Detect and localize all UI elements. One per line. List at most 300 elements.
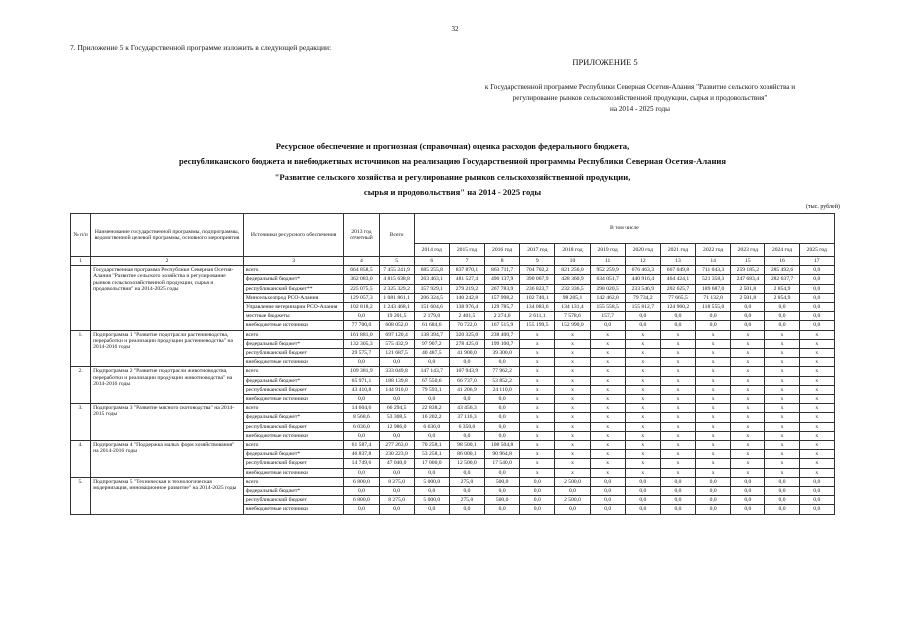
amount-cell: 0,0 [696,321,731,330]
amount-cell: 0,0 [449,431,484,440]
amount-cell: 0,0 [379,395,414,404]
amount-cell: 5 000,0 [414,477,449,486]
row-index: 4. [71,441,91,478]
amount-cell: x [696,431,731,440]
amount-cell: 0,0 [379,431,414,440]
amount-cell: 161 881,0 [344,330,379,339]
amount-cell: x [590,441,625,450]
amount-cell: x [696,367,731,376]
amount-cell: x [731,395,765,404]
amount-cell: 118 555,0 [696,303,731,312]
amount-cell: x [696,385,731,394]
amount-cell: 7 455 241,9 [379,266,414,275]
amount-cell: 2 854,9 [765,284,799,293]
amount-cell: 697 120,4 [379,330,414,339]
amount-cell: 0,0 [449,468,484,477]
page-number: 32 [451,25,459,33]
amount-cell: 40 487,5 [414,349,449,358]
amount-cell: 97 907,2 [414,339,449,348]
amount-cell: 107 943,9 [449,367,484,376]
amount-cell: 41 206,9 [449,385,484,394]
amount-cell: 837 870,1 [449,266,484,275]
amount-cell: 0,0 [731,303,765,312]
amount-cell: 124 960,2 [660,303,695,312]
amount-cell: 0,0 [765,303,799,312]
amount-cell: 138 976,4 [449,303,484,312]
amount-cell: 8 568,6 [344,413,379,422]
amount-cell: 0,0 [799,505,834,514]
amount-cell: x [625,358,660,367]
header-total: Всего [379,214,414,257]
amount-cell: x [731,349,765,358]
amount-cell: 0,0 [660,487,695,496]
amount-cell: x [625,330,660,339]
amount-cell: 0,0 [765,321,799,330]
amount-cell: x [660,422,695,431]
amount-cell: x [799,349,834,358]
amount-cell: x [765,367,799,376]
amount-cell: 0,0 [449,395,484,404]
amount-cell: x [590,459,625,468]
amount-cell: 0,0 [379,468,414,477]
amount-cell: 0,0 [660,505,695,514]
amount-cell: x [625,395,660,404]
amount-cell: 232 336,5 [555,284,590,293]
row-index: 5. [71,477,91,514]
amount-cell: 6 636,0 [414,422,449,431]
amount-cell: 0,0 [799,487,834,496]
header-num: № п/п [71,214,91,257]
amount-cell: x [696,330,731,339]
column-number-row [71,257,835,266]
amount-cell: 0,0 [414,468,449,477]
funding-source: республиканский бюджет [243,496,344,505]
amount-cell: x [660,385,695,394]
amount-cell: 247 683,4 [731,275,765,284]
table-header [71,214,835,257]
amount-cell: 320 325,0 [449,330,484,339]
amount-cell: x [696,404,731,413]
amount-cell: 2 500,0 [555,477,590,486]
amount-cell: 155 812,7 [625,303,660,312]
amount-cell: 0,0 [799,266,834,275]
amount-cell: 17 000,0 [414,459,449,468]
amount-cell: 0,0 [414,358,449,367]
header-year: 2017 год [520,244,555,257]
amount-cell: 230 223,0 [379,450,414,459]
amount-cell: x [799,459,834,468]
column-number: 7 [449,257,484,266]
funding-source: республиканский бюджет [243,422,344,431]
amount-cell: 0,0 [625,496,660,505]
amount-cell: x [625,404,660,413]
amount-cell: 144 910,0 [379,385,414,394]
amount-cell: 0,0 [449,358,484,367]
column-number: 5 [379,257,414,266]
table-row [71,404,835,413]
amount-cell: x [765,450,799,459]
amount-cell: 4 815 638,8 [379,275,414,284]
amount-cell: x [799,385,834,394]
amount-cell: x [765,441,799,450]
amount-cell: 1 081 861,1 [379,293,414,302]
amount-cell: 206 324,5 [414,293,449,302]
amount-cell: 575 432,9 [379,339,414,348]
amount-cell: 0,0 [731,477,765,486]
amount-cell: x [731,330,765,339]
amount-cell: 0,0 [379,487,414,496]
amount-cell: 29 575,7 [344,349,379,358]
amount-cell: x [555,367,590,376]
funding-source: внебюджетные источники [243,358,344,367]
amount-cell: x [625,450,660,459]
amount-cell: 8 275,0 [379,496,414,505]
amount-cell: x [765,395,799,404]
amount-cell: 279 219,2 [449,284,484,293]
amount-cell: x [660,376,695,385]
amount-cell: 14 604,6 [344,404,379,413]
amount-cell: x [731,367,765,376]
amount-cell: 0,0 [696,505,731,514]
amount-cell: x [731,339,765,348]
amount-cell: 0,0 [799,496,834,505]
amount-cell: 0,0 [660,321,695,330]
amount-cell: x [799,339,834,348]
amount-cell: 147 143,7 [414,367,449,376]
header-year: 2025 год [799,244,834,257]
amount-cell: 685 255,8 [414,266,449,275]
amount-cell: 952 259,9 [590,266,625,275]
amount-cell: 134 083,6 [520,303,555,312]
amount-cell: 0,0 [520,496,555,505]
amount-cell: x [520,339,555,348]
header-source: Источники ресурсного обеспечения [243,214,344,257]
amount-cell: 37 116,3 [449,413,484,422]
column-number: 13 [660,257,695,266]
amount-cell: 61 684,6 [414,321,449,330]
amount-cell: 2 325 329,2 [379,284,414,293]
funding-source: местные бюджеты [243,312,344,321]
amount-cell: 496 137,9 [485,275,520,284]
amount-cell: x [555,404,590,413]
amount-cell: x [590,385,625,394]
amount-cell: 202 625,7 [660,284,695,293]
amount-cell: 189 687,0 [696,284,731,293]
amount-cell: 14 749,6 [344,459,379,468]
column-number: 11 [590,257,625,266]
amount-cell: x [765,358,799,367]
funding-source: всего [243,266,344,275]
amount-cell: x [731,385,765,394]
amount-cell: 0,0 [449,487,484,496]
resource-table [70,213,835,515]
amount-cell: 236 823,7 [520,284,555,293]
amount-cell: x [625,385,660,394]
amount-cell: 0,0 [590,496,625,505]
funding-source: федеральный бюджет* [243,275,344,284]
amount-cell: 664 858,5 [344,266,379,275]
amount-cell: 263 463,1 [414,275,449,284]
amount-cell: x [765,376,799,385]
amount-cell: x [799,413,834,422]
amount-cell: 67 550,6 [414,376,449,385]
amount-cell: 46 837,8 [344,450,379,459]
amount-cell: x [731,431,765,440]
amount-cell: x [590,339,625,348]
amount-cell: 102 818,2 [344,303,379,312]
funding-source: федеральный бюджет* [243,339,344,348]
amount-cell: 129 057,3 [344,293,379,302]
amount-cell: 86 000,1 [449,450,484,459]
amount-cell: 863 711,7 [485,266,520,275]
amount-cell: 0,0 [414,487,449,496]
amount-cell: x [660,395,695,404]
table-body [71,257,835,515]
amount-cell: x [555,330,590,339]
amount-cell: x [590,395,625,404]
funding-source: Управление ветеринарии РСО-Алания [243,303,344,312]
amount-cell: 0,0 [344,312,379,321]
amount-cell: 12 500,0 [449,459,484,468]
header-name: Наименование государственной программы, подпрограммы, ведомственной целевой программы, основного мероприятия [91,214,244,257]
table-row [71,477,835,486]
amount-cell: x [625,441,660,450]
amount-cell: 2 179,0 [414,312,449,321]
amount-cell: 98 500,1 [449,441,484,450]
amount-cell: 500,0 [485,477,520,486]
amount-cell: 53 258,1 [414,450,449,459]
amount-cell: x [555,413,590,422]
amount-cell: x [799,422,834,431]
amount-cell: x [799,468,834,477]
amount-cell: x [625,339,660,348]
funding-source: федеральный бюджет* [243,413,344,422]
amount-cell: x [799,395,834,404]
amount-cell: 233 546,9 [625,284,660,293]
funding-source: всего [243,441,344,450]
amount-cell: 0,0 [696,477,731,486]
amount-cell: 98 205,1 [555,293,590,302]
amount-cell: 0,0 [485,431,520,440]
amount-cell: 129 785,7 [485,303,520,312]
header-year: 2023 год [731,244,765,257]
amount-cell: 0,0 [731,321,765,330]
amount-cell: x [555,422,590,431]
document-title-line-3: "Развитие сельского хозяйства и регулирование рынков сельскохозяйственной продукции, [274,171,631,182]
amount-cell: x [555,385,590,394]
amount-cell: x [520,367,555,376]
amount-cell: 0,0 [485,422,520,431]
funding-source: внебюджетные источники [243,321,344,330]
program-name: Государственная программа Республики Северная Осетия-Алания "Развитие сельского хозяйства и регулирование рынков сельскохозяйственной продукции, сырья и продовольствия" на 2014-2025 годы [91,266,244,330]
amount-cell: 155 199,5 [520,321,555,330]
amount-cell: 285 492,6 [765,266,799,275]
amount-cell: x [765,431,799,440]
amount-cell: x [799,431,834,440]
amount-cell: x [660,367,695,376]
amount-cell: 0,0 [344,468,379,477]
amount-cell: x [765,459,799,468]
amount-cell: x [731,468,765,477]
amount-cell: x [660,358,695,367]
amount-cell: 41 900,0 [449,349,484,358]
amount-cell: 0,0 [485,404,520,413]
amount-cell: 333 049,8 [379,367,414,376]
document-title-line-2: республиканского бюджета и внебюджетных источников на реализацию Государственной программы Республики Северная Осетия-Алания [178,156,727,167]
funding-source: федеральный бюджет* [243,376,344,385]
amount-cell: x [590,358,625,367]
amount-cell: 39 300,0 [485,349,520,358]
column-number: 12 [625,257,660,266]
amount-cell: 0,0 [799,293,834,302]
amount-cell: x [555,468,590,477]
row-index [71,266,91,330]
amount-cell: x [660,468,695,477]
header-year: 2020 год [625,244,660,257]
amount-cell: 0,0 [414,505,449,514]
header-including: В том числе [414,214,834,244]
program-name: Подпрограмма 5 "Техническая и технологическая модернизация, инновационное развитие" на 2014-2025 годы [91,477,244,514]
amount-cell: 704 702,2 [520,266,555,275]
appendix-subtitle [440,82,840,115]
amount-cell: x [799,404,834,413]
amount-cell: x [520,422,555,431]
amount-cell: 0,0 [555,505,590,514]
amount-cell: x [520,385,555,394]
appendix-subtitle-line-3: на 2014 - 2025 годы [609,105,670,113]
amount-cell: 390 067,9 [520,275,555,284]
amount-cell: x [799,330,834,339]
amount-cell: 0,0 [765,312,799,321]
amount-cell: x [765,330,799,339]
amount-cell: 0,0 [555,487,590,496]
amount-cell: x [696,450,731,459]
amount-cell: x [799,358,834,367]
program-name: Подпрограмма 3 "Развитие мясного скотоводства" на 2014-2015 годы [91,404,244,441]
funding-source: всего [243,404,344,413]
amount-cell: x [765,385,799,394]
amount-cell: x [520,441,555,450]
amount-cell: 0,0 [660,477,695,486]
header-year: 2014 год [414,244,449,257]
amount-cell: 521 358,3 [696,275,731,284]
amount-cell: 19 201,5 [379,312,414,321]
funding-source: внебюджетные источники [243,468,344,477]
amount-cell: 0,0 [449,505,484,514]
amount-cell: x [520,459,555,468]
amount-cell: 0,0 [799,321,834,330]
amount-cell: x [799,367,834,376]
amount-cell: 0,0 [414,395,449,404]
amount-cell: 0,0 [731,487,765,496]
amount-cell: 1 243 468,1 [379,303,414,312]
header-year: 2024 год [765,244,799,257]
amount-cell: x [660,330,695,339]
amount-cell: 6 350,0 [449,422,484,431]
amount-cell: x [520,468,555,477]
amount-cell: 0,0 [799,284,834,293]
amount-cell: 0,0 [520,505,555,514]
column-number: 2 [91,257,244,266]
amount-cell: 0,0 [625,505,660,514]
amount-cell: x [520,358,555,367]
amount-cell: 90 964,8 [485,450,520,459]
amount-cell: x [590,367,625,376]
amount-cell: 464 424,1 [660,275,695,284]
amount-cell: 0,0 [731,505,765,514]
amount-cell: x [520,349,555,358]
amount-cell: x [660,404,695,413]
amount-cell: 0,0 [799,275,834,284]
amount-cell: 2 274,0 [485,312,520,321]
amount-cell: x [799,441,834,450]
amount-cell: 12 986,0 [379,422,414,431]
amount-cell: 0,0 [731,312,765,321]
amount-cell: 0,0 [799,303,834,312]
row-index: 1. [71,330,91,367]
amount-cell: 357 929,1 [414,284,449,293]
amount-cell: 77 962,2 [485,367,520,376]
amount-cell: 0,0 [765,487,799,496]
column-number: 16 [765,257,799,266]
amount-cell: 0,0 [485,358,520,367]
amount-cell: x [660,413,695,422]
appendix-title: ПРИЛОЖЕНИЕ 5 [572,57,638,67]
amount-cell: 2 501,8 [731,293,765,302]
funding-source: республиканский бюджет [243,349,344,358]
amount-cell: x [555,349,590,358]
amount-cell: 428 360,9 [555,275,590,284]
amount-cell: 667 049,8 [660,266,695,275]
amount-cell: x [625,349,660,358]
amount-cell: 24 110,0 [485,385,520,394]
amount-cell: 238 400,7 [485,330,520,339]
amount-cell: 0,0 [799,312,834,321]
amount-cell: 0,0 [485,413,520,422]
amount-cell: x [590,431,625,440]
amount-cell: 0,0 [344,395,379,404]
amount-cell: 0,0 [625,477,660,486]
amount-cell: 199 100,7 [485,339,520,348]
amount-cell: x [731,459,765,468]
amount-cell: x [660,441,695,450]
amount-cell: x [520,376,555,385]
header-year: 2016 год [485,244,520,257]
funding-source: Минсельхозпрод РСО-Алания [243,293,344,302]
funding-source: всего [243,330,344,339]
amount-cell: 275,0 [449,496,484,505]
amount-cell: x [590,422,625,431]
amount-cell: 500,0 [485,496,520,505]
amount-cell: x [555,459,590,468]
amount-cell: 0,0 [799,477,834,486]
table-row [71,266,835,275]
amount-cell: 608 052,0 [379,321,414,330]
amount-cell: 0,0 [625,312,660,321]
amount-cell: x [696,339,731,348]
row-index: 2. [71,367,91,404]
amount-cell: 0,0 [765,477,799,486]
amount-cell: 7 578,6 [555,312,590,321]
amount-cell: x [731,413,765,422]
amount-cell: x [731,441,765,450]
amount-cell: x [625,459,660,468]
amount-cell: 0,0 [696,496,731,505]
amount-cell: x [590,413,625,422]
amount-cell: x [625,367,660,376]
column-number: 8 [485,257,520,266]
amount-cell: x [660,431,695,440]
